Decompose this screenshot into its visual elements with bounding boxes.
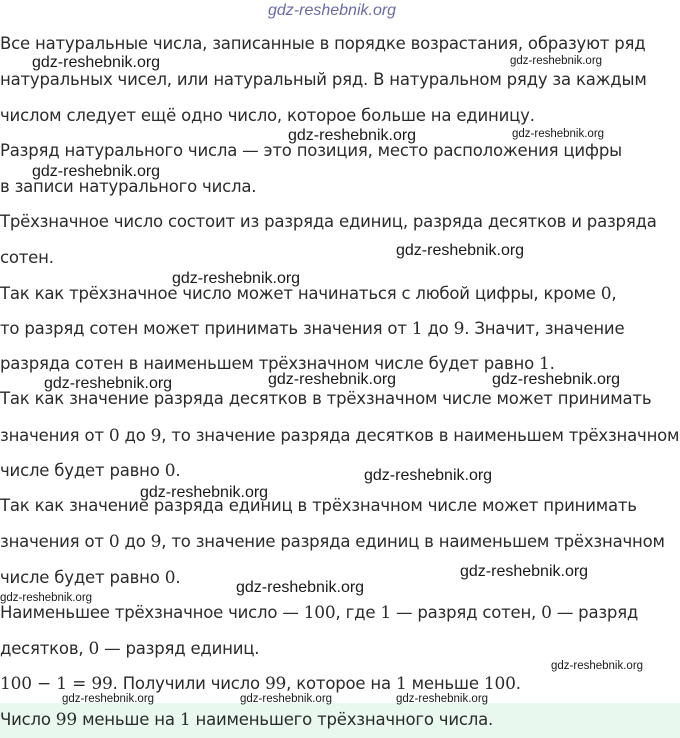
text-run: — разряд	[551, 603, 639, 622]
text-run: .	[515, 674, 521, 693]
text-line	[0, 424, 679, 448]
text-run: Наименьшее трёхзначное число —	[0, 603, 304, 622]
watermark: gdz-reshebnik.org	[32, 54, 161, 71]
text-run: до	[422, 319, 454, 338]
watermark: gdz-reshebnik.org	[492, 371, 621, 388]
text-line	[0, 32, 645, 56]
text-run: до	[119, 426, 151, 445]
text-run: . Получили число	[112, 674, 265, 693]
math-value: 0	[541, 603, 552, 623]
watermark: gdz-reshebnik.org	[44, 375, 173, 392]
text-run: десятков,	[0, 639, 89, 658]
text-run: Так как значение разряда единиц в трёхзначном числе может принимать	[0, 496, 637, 515]
text-run: , то значение разряда десятков в наименьшем трёхзначном	[161, 426, 680, 445]
text-run: Все натуральные числа, записанные в порядке возрастания, образуют ряд	[0, 34, 646, 53]
watermark: gdz-reshebnik.org	[460, 563, 589, 580]
watermark: gdz-reshebnik.org	[396, 242, 525, 259]
math-value: 99	[264, 674, 287, 694]
text-line	[0, 104, 535, 128]
watermark: gdz-reshebnik.org	[268, 2, 397, 19]
watermark: gdz-reshebnik.org	[510, 55, 603, 67]
text-line	[0, 530, 665, 554]
text-run: меньше на	[77, 710, 180, 729]
math-value: 0	[164, 461, 176, 481]
text-line	[0, 246, 54, 270]
math-value: 9	[150, 426, 162, 446]
text-run: числе будет равно	[0, 461, 165, 480]
text-run: , которое на	[286, 674, 396, 693]
text-run: Трёхзначное число состоит из разряда единиц, разряда десятков и разряда	[0, 212, 657, 231]
text-line	[0, 459, 180, 483]
text-line	[0, 601, 638, 625]
text-run: — разряд единиц.	[99, 639, 260, 658]
text-run: в записи натурального числа.	[0, 177, 257, 196]
watermark: gdz-reshebnik.org	[268, 371, 397, 388]
text-run: — разряд сотен,	[390, 603, 542, 622]
text-line	[0, 210, 657, 234]
math-value: 1	[539, 354, 550, 374]
math-value: 1	[380, 603, 391, 623]
watermark: gdz-reshebnik.org	[62, 693, 155, 705]
watermark: gdz-reshebnik.org	[240, 693, 333, 705]
watermark: gdz-reshebnik.org	[551, 660, 644, 672]
math-value: 9	[453, 319, 465, 339]
text-run: . Значит, значение	[464, 319, 625, 338]
watermark: gdz-reshebnik.org	[236, 579, 365, 596]
watermark: gdz-reshebnik.org	[0, 592, 93, 604]
math-value: 99	[55, 710, 78, 730]
text-run: наименьшего трёхзначного числа.	[190, 710, 494, 729]
text-run: то разряд сотен может принимать значения от	[0, 319, 412, 338]
math-value: 0	[108, 426, 120, 446]
watermark: gdz-reshebnik.org	[32, 163, 161, 180]
text-run: Так как трёхзначное число может начинаться с любой цифры, кроме	[0, 284, 601, 303]
math-value: 0	[600, 284, 612, 304]
text-run: сотен.	[0, 248, 54, 267]
text-run: .	[175, 461, 181, 480]
math-value: 0	[88, 639, 100, 659]
text-line	[0, 637, 259, 661]
text-run: Так как значение разряда десятков в трёхзначном числе может принимать	[0, 389, 652, 408]
text-run: натуральных чисел, или натуральный ряд. В натуральном ряду за каждым	[0, 70, 647, 89]
text-run: , где	[335, 603, 381, 622]
text-run: значения от	[0, 426, 109, 445]
math-value: 100	[483, 674, 516, 694]
math-value: 0	[164, 568, 176, 588]
math-value: 0	[108, 532, 120, 552]
text-line	[0, 282, 616, 306]
text-run: .	[175, 568, 181, 587]
text-run: разряда сотен в наименьшем трёхзначном числе будет равно	[0, 354, 540, 373]
text-line	[0, 317, 624, 341]
text-run: числом следует ещё одно число, которое больше на единицу.	[0, 106, 535, 125]
math-value: 100	[303, 603, 336, 623]
math-value: 1	[411, 319, 423, 339]
watermark: gdz-reshebnik.org	[140, 484, 269, 501]
text-run: меньше	[406, 674, 484, 693]
text-line	[0, 566, 180, 590]
text-run: , то значение разряда единиц в наименьшем трёхзначном	[161, 532, 665, 551]
watermark: gdz-reshebnik.org	[172, 270, 301, 287]
text-line	[0, 708, 493, 732]
text-run: ,	[611, 284, 617, 303]
watermark: gdz-reshebnik.org	[364, 467, 493, 484]
text-line	[0, 494, 637, 518]
math-value: 1	[179, 710, 191, 730]
text-run: .	[549, 354, 555, 373]
math-value: 9	[150, 532, 162, 552]
watermark: gdz-reshebnik.org	[512, 128, 605, 140]
watermark: gdz-reshebnik.org	[288, 127, 417, 144]
text-run: значения от	[0, 532, 109, 551]
math-value: 1	[395, 674, 407, 694]
text-run: Число	[0, 710, 56, 729]
watermark: gdz-reshebnik.org	[396, 693, 489, 705]
text-run: Разряд натурального числа — это позиция, место расположения цифры	[0, 141, 622, 160]
text-run: до	[119, 532, 151, 551]
math-value: 100 − 1 = 99	[0, 674, 113, 694]
text-run: числе будет равно	[0, 568, 165, 587]
